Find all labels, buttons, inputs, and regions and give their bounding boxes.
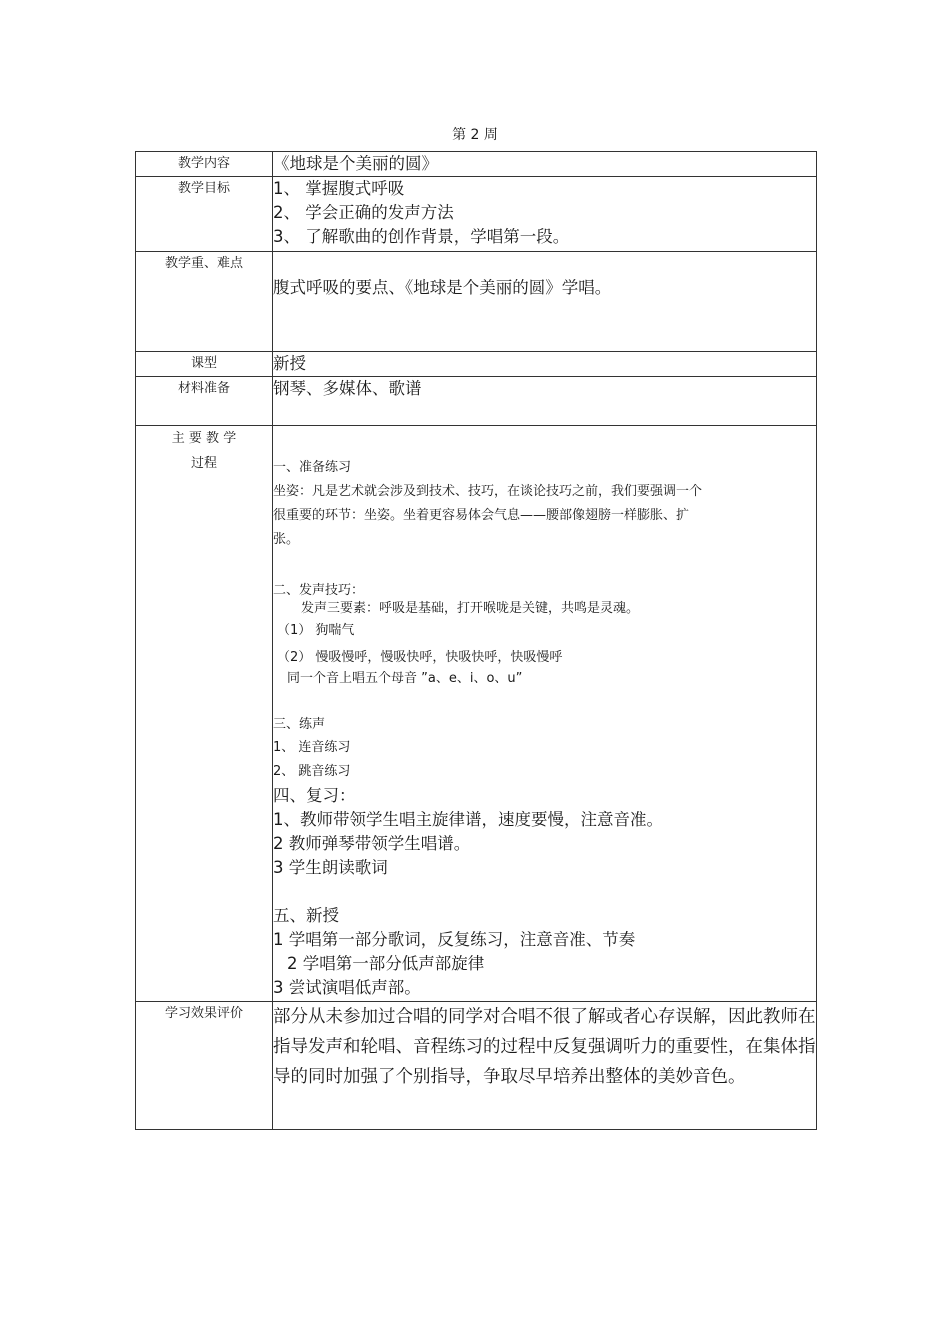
goal-item: 1、 掌握腹式呼吸 xyxy=(273,179,405,198)
text-line: 张。 xyxy=(273,532,300,547)
text-line: 1、教师带领学生唱主旋律谱，速度要慢，注意音准。 xyxy=(273,810,663,829)
row-value: 钢琴、多媒体、歌谱 xyxy=(273,377,817,426)
text-line: 1、 连音练习 xyxy=(273,740,351,755)
process-label-line: 主 要 教 学 xyxy=(171,431,237,446)
process-label-line: 过程 xyxy=(190,456,217,471)
row-label: 材料准备 xyxy=(136,377,273,426)
row-value: 《地球是个美丽的圆》 xyxy=(273,152,817,177)
goal-item: 2、 学会正确的发声方法 xyxy=(273,203,454,222)
table-row xyxy=(136,177,817,252)
page-title: 第 2 周 xyxy=(452,127,498,143)
table-row xyxy=(136,1002,817,1130)
table-row xyxy=(136,377,817,426)
text-line: 同一个音上唱五个母音 ”a、e、i、o、u” xyxy=(287,671,523,686)
table-row xyxy=(136,152,817,177)
row-label: 课型 xyxy=(136,352,273,377)
text-line: 3 尝试演唱低声部。 xyxy=(273,978,421,997)
row-label: 教学目标 xyxy=(136,177,273,252)
section-title: 四、复习： xyxy=(273,786,356,805)
text-line: （1） 狗喘气 xyxy=(277,623,355,638)
row-label: 教学重、难点 xyxy=(136,252,273,352)
text-line: 3 学生朗读歌词 xyxy=(273,858,388,877)
section-title: 三、练声 xyxy=(273,717,326,732)
text-line: 发声三要素：呼吸是基础，打开喉咙是关键，共鸣是灵魂。 xyxy=(301,601,640,616)
section-title: 一、准备练习 xyxy=(273,460,352,475)
row-value: 腹式呼吸的要点、《地球是个美丽的圆》学唱。 xyxy=(273,252,817,352)
process-content xyxy=(273,426,817,1002)
row-label: 教学内容 xyxy=(136,152,273,177)
table-row xyxy=(136,352,817,377)
text-line: （2） 慢吸慢呼，慢吸快呼，快吸快呼，快吸慢呼 xyxy=(277,650,563,665)
text-line: 2、 跳音练习 xyxy=(273,764,351,779)
row-label xyxy=(136,426,273,1002)
row-label: 学习效果评价 xyxy=(136,1002,273,1130)
text-line: 2 学唱第一部分低声部旋律 xyxy=(287,954,485,973)
table-row xyxy=(136,252,817,352)
text-line: 2 教师弹琴带领学生唱谱。 xyxy=(273,834,471,853)
row-value: 部分从未参加过合唱的同学对合唱不很了解或者心存误解，因此教师在指导发声和轮唱、音程练习的过程中反复强调听力的重要性，在集体指导的同时加强了个别指导，争取尽早培养出整体的美妙音色。 xyxy=(273,1002,817,1130)
section-title: 二、发声技巧： xyxy=(273,583,365,598)
lesson-plan-table xyxy=(135,151,817,1130)
text-line: 1 学唱第一部分歌词，反复练习，注意音准、节奏 xyxy=(273,930,636,949)
goal-item: 3、 了解歌曲的创作背景，学唱第一段。 xyxy=(273,227,570,246)
text-line: 很重要的环节：坐姿。坐着更容易体会气息——腰部像翅膀一样膨胀、扩 xyxy=(273,508,690,523)
table-row xyxy=(136,426,817,1002)
goals-list xyxy=(273,177,817,252)
text-line: 坐姿：凡是艺术就会涉及到技术、技巧，在谈论技巧之前，我们要强调一个 xyxy=(273,484,703,499)
row-value: 新授 xyxy=(273,352,817,377)
section-title: 五、新授 xyxy=(273,906,339,925)
